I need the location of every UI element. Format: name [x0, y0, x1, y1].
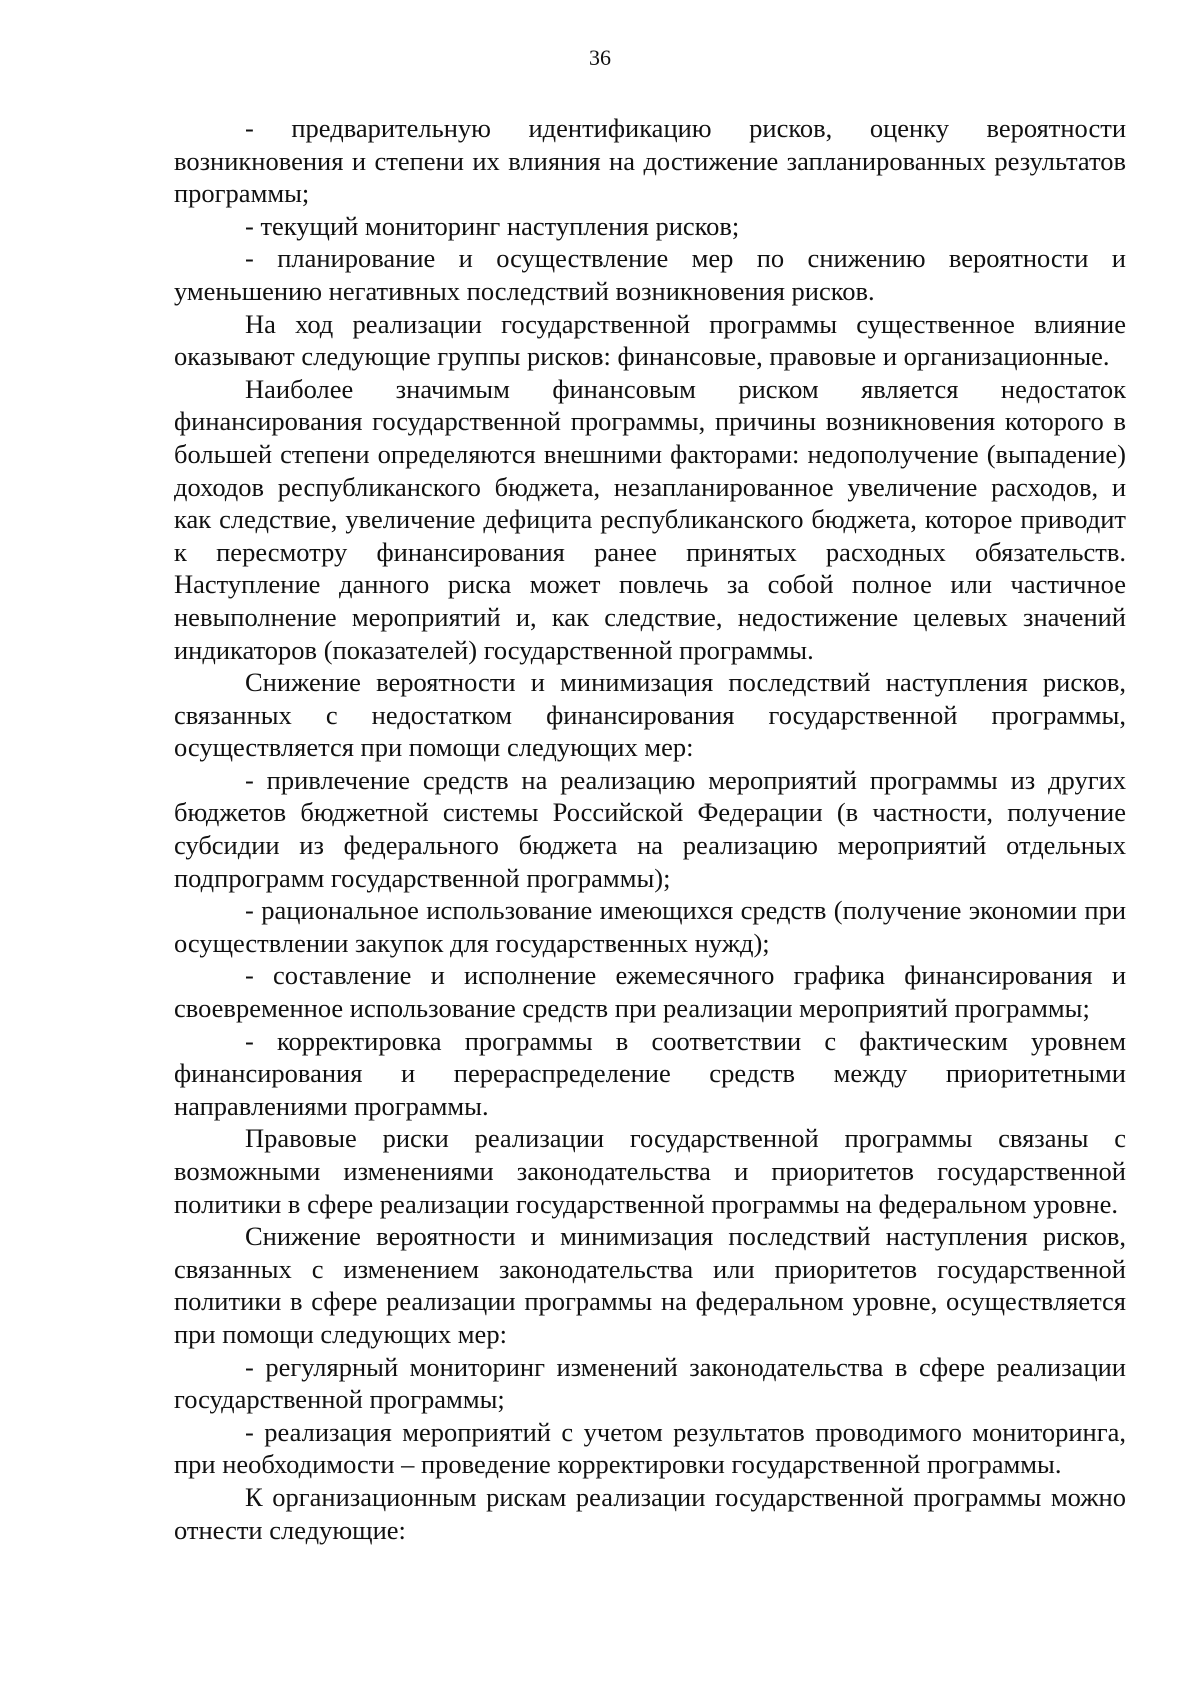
paragraph-financial-risk-measures-intro: Снижение вероятности и минимизация последствий наступления рисков, связанных с недостатком финансирования государственной программы, осуществляется при помощи следующих мер:: [174, 667, 1126, 763]
paragraph-bullet-risk-monitoring: - текущий мониторинг наступления рисков;: [245, 210, 740, 241]
paragraph-bullet-risk-identification: - предварительную идентификацию рисков, оценку вероятности возникновения и степени их влияния на достижение запланированных результатов программы;: [174, 113, 1126, 209]
paragraph-legal-risks: Правовые риски реализации государственной программы связаны с возможными изменениями законодательства и приоритетов государственной политики в сфере реализации государственной программы на федеральном уровне.: [174, 1123, 1126, 1219]
paragraph-bullet-risk-mitigation-planning: - планирование и осуществление мер по снижению вероятности и уменьшению негативных последствий возникновения рисков.: [174, 243, 1126, 306]
paragraph-legal-risk-measures-intro: Снижение вероятности и минимизация последствий наступления рисков, связанных с изменением законодательства или приоритетов государственной политики в сфере реализации программы на федеральном уровне, осуществляется при помощи следующих мер:: [174, 1221, 1126, 1349]
paragraph-risk-groups: На ход реализации государственной программы существенное влияние оказывают следующие группы рисков: финансовые, правовые и организационные.: [174, 308, 1126, 372]
paragraph-bullet-monthly-schedule: - составление и исполнение ежемесячного графика финансирования и своевременное использование средств при реализации мероприятий программы;: [174, 960, 1126, 1024]
paragraph-financial-risk: Наиболее значимым финансовым риском является недостаток финансирования государственной программы, причины возникновения которого в большей степени определяются внешними факторами: недополучение (выпадение) доходов республиканского бюджета, незапланированное увеличение расходов, и как следствие, увеличение дефицита республиканского бюджета, которое приводит к пересмотру финансирования ранее принятых расходных обязательств. Наступление данного риска может повлечь за собой полное или частичное невыполнение мероприятий и, как следствие, недостижение целевых значений индикаторов (показателей) государственной программы.: [174, 373, 1126, 665]
paragraph-bullet-program-adjustment: - корректировка программы в соответствии с фактическим уровнем финансирования и перераспределение средств между приоритетными направлениями программы.: [174, 1025, 1126, 1121]
paragraph-bullet-monitoring-results: - реализация мероприятий с учетом результатов проводимого мониторинга, при необходимости – проведение корректировки государственной программы.: [174, 1416, 1126, 1480]
paragraph-bullet-rational-use: - рациональное использование имеющихся средств (получение экономии при осуществлении закупок для государственных нужд);: [174, 895, 1126, 958]
paragraph-bullet-attract-funds: - привлечение средств на реализацию мероприятий программы из других бюджетов бюджетной системы Российской Федерации (в частности, получение субсидии из федерального бюджета на реализацию мероприятий отдельных подпрограмм государственной программы);: [174, 764, 1126, 893]
page-number: 36: [589, 45, 611, 70]
paragraph-organizational-risks: К организационным рискам реализации государственной программы можно отнести следующие:: [174, 1481, 1126, 1545]
paragraph-bullet-legislation-monitoring: - регулярный мониторинг изменений законодательства в сфере реализации государственной программы;: [174, 1351, 1126, 1415]
page-body: [174, 112, 1126, 1546]
